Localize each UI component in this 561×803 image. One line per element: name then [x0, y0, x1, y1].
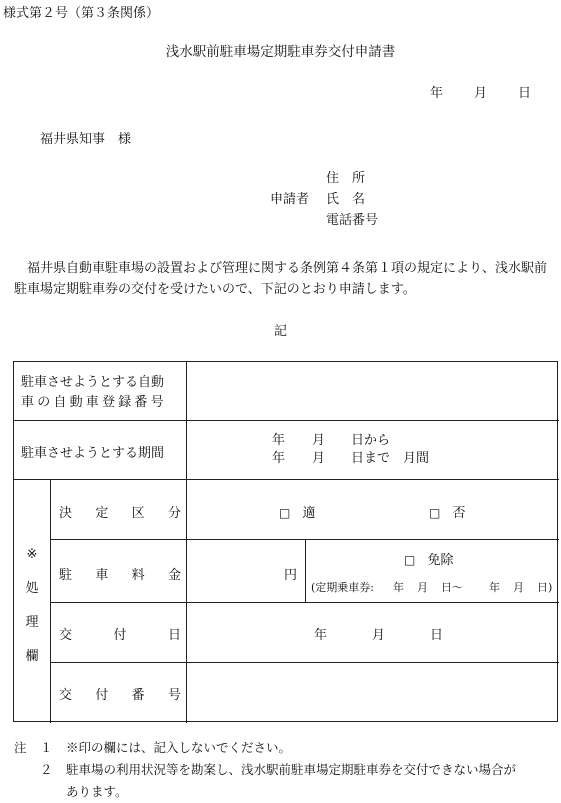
- applicant-prefix: 申請者: [270, 192, 310, 207]
- decision-ng-text: 否: [452, 506, 466, 521]
- processing-char-2: 理: [25, 615, 39, 630]
- period-to-year: 年: [272, 451, 286, 466]
- issue-no-char-4: 号: [167, 688, 181, 703]
- processing-column-label: [14, 538, 50, 674]
- pass-to-month: 月: [513, 581, 524, 594]
- note-2-text: 駐車場の利用状況等を勘案し、浅水駅前駐車場定期駐車券を交付できない場合が: [66, 762, 517, 777]
- issue-day: 日: [430, 628, 444, 643]
- issue-date-label: [59, 624, 181, 643]
- note-2: [14, 759, 516, 781]
- exempt-checkbox[interactable]: □: [404, 553, 416, 567]
- decision-label: [59, 502, 181, 521]
- processing-char-3: 欄: [25, 649, 39, 664]
- notes: [14, 737, 516, 803]
- issue-year: 年: [314, 628, 328, 643]
- issue-no-char-1: 交: [59, 688, 73, 703]
- period-to-month: 月: [312, 451, 326, 466]
- period-from-month: 月: [312, 433, 326, 448]
- note-1-num: １: [40, 740, 53, 755]
- parking-period-label: 駐車させようとする期間: [21, 446, 165, 461]
- date-month: 月: [474, 86, 488, 101]
- vehicle-registration-field[interactable]: [187, 362, 559, 420]
- processing-char-1: 処: [25, 581, 39, 596]
- address-label: 住 所: [326, 171, 366, 186]
- notes-header: 注: [14, 740, 27, 755]
- pass-from-month: 月: [417, 581, 428, 594]
- issue-date-char-2: 付: [113, 628, 127, 643]
- pass-to-day: 日): [537, 581, 553, 594]
- addressee: 福井県知事 様: [40, 132, 132, 147]
- fee-char-4: 金: [167, 568, 181, 583]
- decision-char-3: 区: [131, 506, 145, 521]
- note-2-text2: あります。: [66, 784, 128, 799]
- decision-ok-text: 適: [302, 506, 316, 521]
- date-year: 年: [430, 86, 444, 101]
- parking-period-field[interactable]: [272, 432, 429, 468]
- decision-char-4: 分: [167, 506, 181, 521]
- processing-char-mark: ※: [26, 547, 38, 562]
- form-number: 様式第２号（第３条関係）: [3, 6, 160, 21]
- fee-char-2: 車: [95, 568, 109, 583]
- vehicle-registration-label: [21, 373, 186, 413]
- period-to-day: 日まで: [351, 451, 391, 466]
- application-table: [13, 361, 558, 722]
- decision-ok-option[interactable]: [279, 502, 316, 521]
- pass-to-year: 年: [489, 581, 500, 594]
- decision-ng-checkbox[interactable]: □: [429, 506, 441, 520]
- parking-fee-label: [59, 564, 181, 583]
- issue-number-field[interactable]: [187, 663, 559, 723]
- issue-date-char-3: 日: [167, 628, 181, 643]
- issue-date-char-1: 交: [59, 628, 73, 643]
- ki-heading: 記: [273, 324, 287, 339]
- pass-from-year: 年: [393, 581, 404, 594]
- issue-date-field[interactable]: [314, 624, 443, 643]
- exempt-text: 免除: [427, 553, 454, 568]
- decision-char-2: 定: [95, 506, 109, 521]
- period-months: 月間: [403, 451, 430, 466]
- document-title: 浅水駅前駐車場定期駐車券交付申請書: [165, 44, 396, 60]
- issue-number-label: [59, 684, 181, 703]
- vehicle-registration-label-line1: 駐車させようとする自動: [21, 375, 165, 390]
- application-date: [430, 82, 531, 101]
- fee-unit: 円: [284, 568, 298, 583]
- fee-char-3: 料: [131, 568, 145, 583]
- vehicle-registration-label-line2: 車の自動車登録番号: [21, 395, 167, 410]
- issue-month: 月: [372, 628, 386, 643]
- applicant-block: [270, 168, 378, 231]
- period-from-year: 年: [272, 433, 286, 448]
- phone-label: 電話番号: [326, 213, 379, 228]
- decision-char-1: 決: [59, 506, 73, 521]
- date-day: 日: [518, 86, 532, 101]
- note-2-num: ２: [40, 762, 53, 777]
- commuter-pass-period: [311, 579, 552, 595]
- body-paragraph: 福井県自動車駐車場の設置および管理に関する条例第４条第１項の規定により、浅水駅前駐車場定期駐車券の交付を受けたいので、下記のとおり申請します。: [14, 261, 548, 297]
- issue-no-char-2: 付: [95, 688, 109, 703]
- name-label: 氏 名: [326, 192, 366, 207]
- fee-char-1: 駐: [59, 568, 73, 583]
- decision-ng-option[interactable]: [429, 502, 466, 521]
- exempt-option[interactable]: [404, 549, 454, 568]
- note-2-cont: [14, 781, 516, 803]
- note-1-text: ※印の欄には、記入しないでください。: [66, 740, 292, 755]
- pass-from-day: 日～: [441, 581, 463, 594]
- period-from-day: 日から: [351, 433, 391, 448]
- pass-label: (定期乗車券:: [311, 581, 374, 594]
- note-1: [14, 737, 516, 759]
- issue-no-char-3: 番: [131, 688, 145, 703]
- decision-ok-checkbox[interactable]: □: [279, 506, 291, 520]
